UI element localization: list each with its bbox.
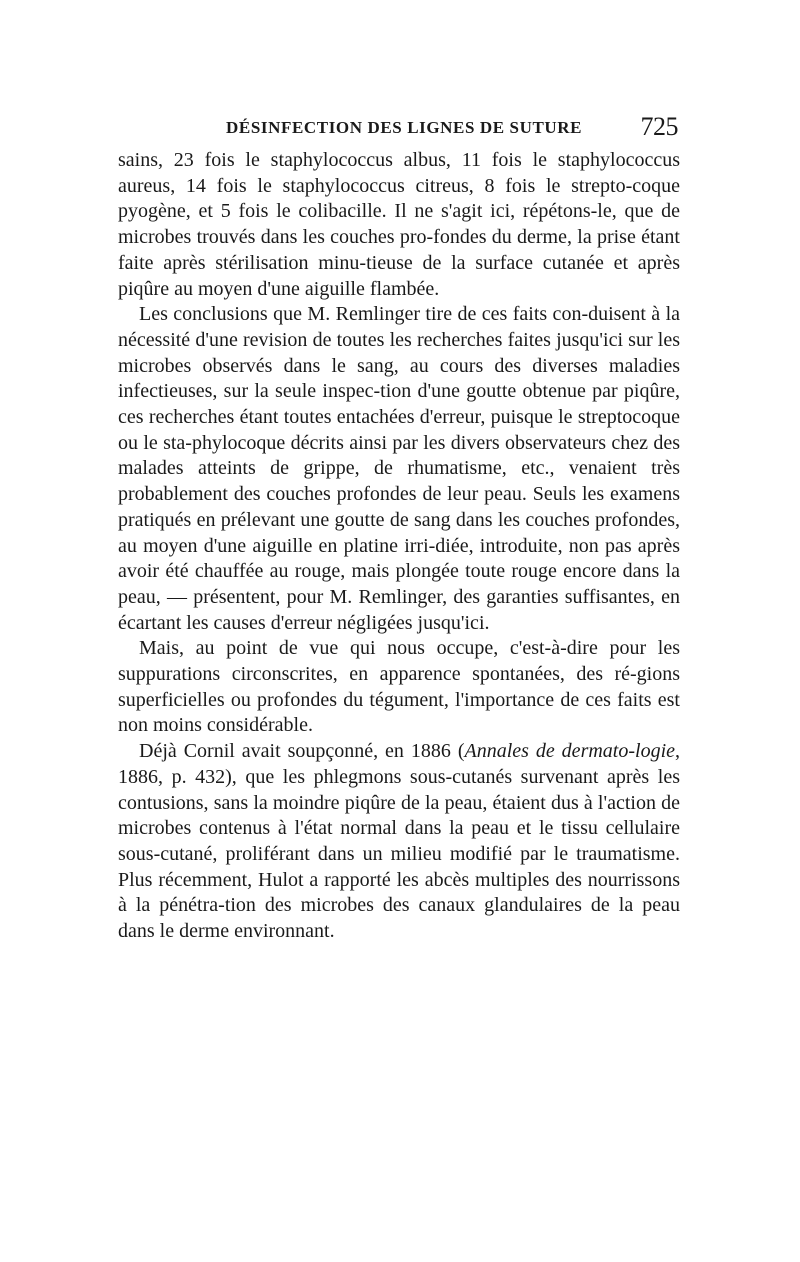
body-text	[118, 148, 680, 945]
running-head	[118, 112, 680, 148]
book-page	[118, 112, 680, 945]
running-title: DÉSINFECTION DES LIGNES DE SUTURE	[226, 118, 583, 137]
page-number: 725	[640, 112, 678, 141]
paragraph-4	[118, 739, 680, 945]
paragraph-4-text-b: , 1886, p. 432), que les phlegmons sous-cutanés survenant après les contusions, sans la moindre piqûre de la peau, étaient dus à l'action de microbes contenus à l'état normal dans la peau et le tissu cellulaire sous-cutané, proliférant dans un milieu modifié par le traumatisme. Plus récemment, Hulot a rapporté les abcès multiples des nourrissons à la pénétra-tion des microbes des canaux glandulaires de la peau dans le derme environnant.	[118, 740, 680, 943]
paragraph-3: Mais, au point de vue qui nous occupe, c'est-à-dire pour les suppurations circonscrites, en apparence spontanées, des ré-gions superficielles ou profondes du tégument, l'importance de ces faits est non moins considérable.	[118, 637, 680, 737]
paragraph-2: Les conclusions que M. Remlinger tire de ces faits con-duisent à la nécessité d'une revision de toutes les recherches faites jusqu'ici sur les microbes observés dans le sang, au cours des diverses maladies infectieuses, sur la seule inspec-tion d'une goutte obtenue par piqûre, ces recherches étant toutes entachées d'erreur, puisque le streptocoque ou le sta-phylocoque décrits ainsi par les divers observateurs chez des malades atteints de grippe, de rhumatisme, etc., venaient très probablement des couches profondes de leur peau. Seuls les examens pratiqués en prélevant une goutte de sang dans les couches profondes, au moyen d'une aiguille en platine irri-diée, introduite, non pas après avoir été chauffée au rouge, mais plongée toute rouge encore dans la peau, — présentent, pour M. Remlinger, des garanties suffisantes, en écartant les causes d'erreur négligées jusqu'ici.	[118, 303, 680, 634]
journal-title-italic: Annales de dermato-logie	[464, 740, 675, 763]
paragraph-4-text-a: Déjà Cornil avait soupçonné, en 1886 (	[139, 740, 465, 763]
paragraph-1: sains, 23 fois le staphylococcus albus, 11 fois le staphylococcus aureus, 14 fois le staphylococcus citreus, 8 fois le strepto-coque pyogène, et 5 fois le colibacille. Il ne s'agit ici, répétons-le, que de microbes trouvés dans les couches pro-fondes du derme, la prise étant faite après stérilisation minu-tieuse de la surface cutanée et après piqûre au moyen d'une aiguille flambée.	[118, 149, 680, 300]
